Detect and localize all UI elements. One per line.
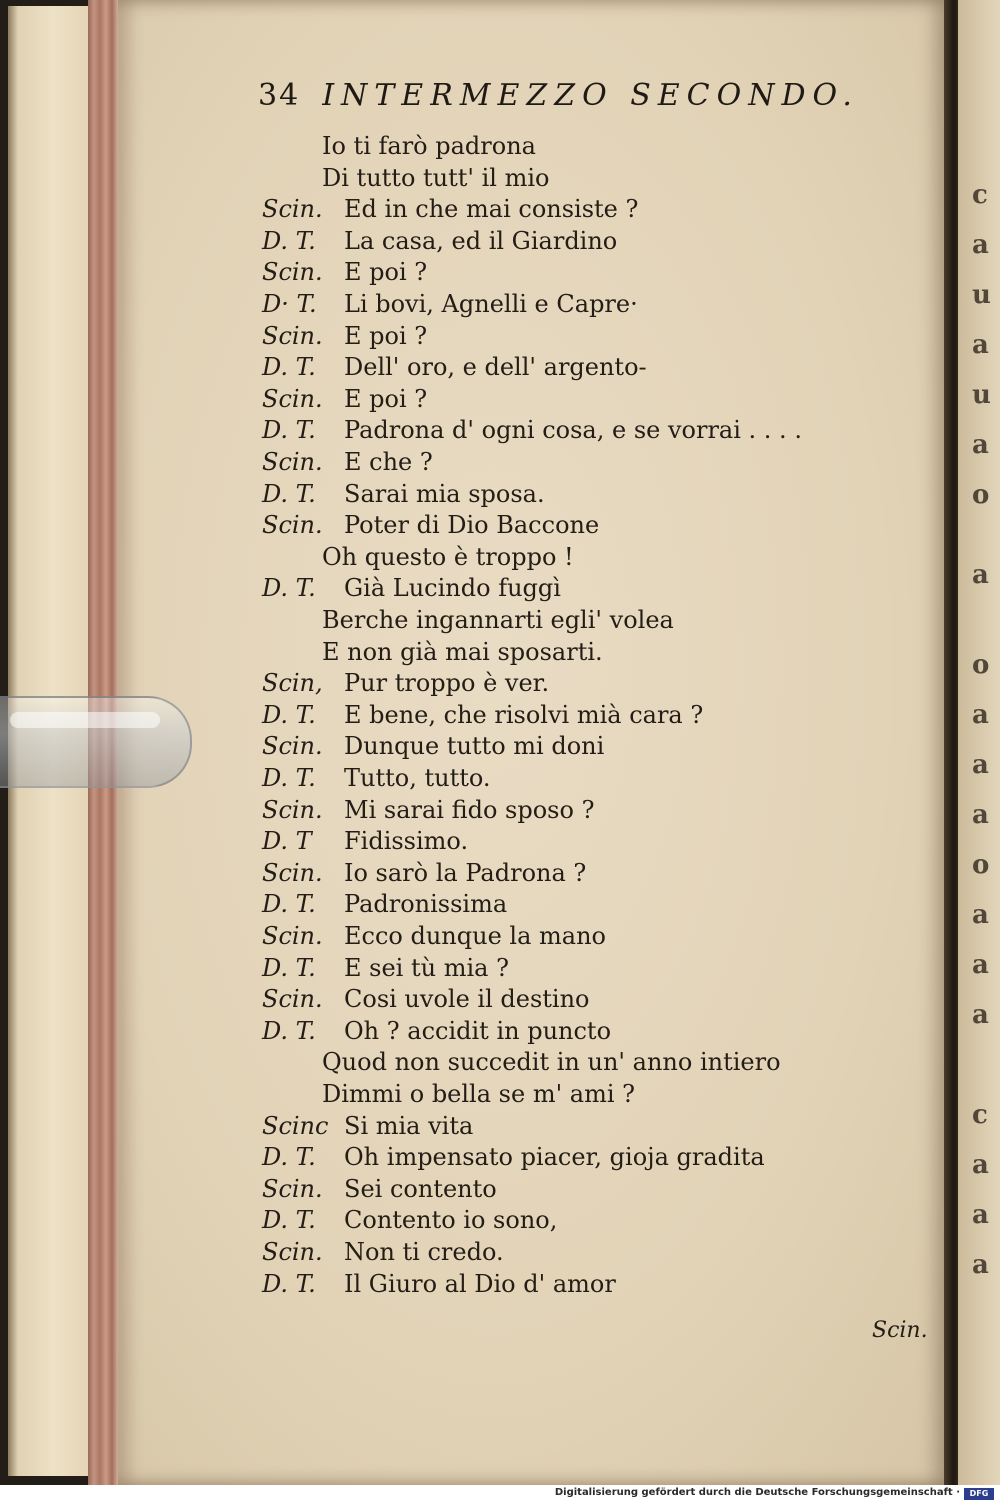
text-line: Ecco dunque la mano [344,922,606,950]
text-line: Oh questo è troppo ! [322,543,574,571]
text-line: Dell' oro, e dell' argento- [344,353,647,381]
text-line: Contento io sono, [344,1206,558,1234]
text-line: Cosi uvole il destino [344,985,590,1013]
text-line: Mi sarai fido sposo ? [344,796,595,824]
text-line: E poi ? [344,385,428,413]
text-line: Li bovi, Agnelli e Capre· [344,290,638,318]
footer-credit: Digitalisierung gefördert durch die Deutsche Forschungsgemeinschaft · [554,1487,960,1498]
text-line: Dimmi o bella se m' ami ? [322,1080,636,1108]
speaker-label: D. T. [262,480,316,508]
page-header [258,78,859,113]
speaker-label: D. T. [262,1143,316,1171]
text-line: Non ti credo. [344,1238,504,1266]
text-line: Pur troppo è ver. [344,669,550,697]
text-line: Dunque tutto mi doni [344,732,605,760]
text-line: E sei tù mia ? [344,954,509,982]
text-line: Poter di Dio Baccone [344,511,600,539]
text-line: Io ti farò padrona [322,132,536,160]
running-title: INTERMEZZO SECONDO. [322,78,859,113]
speaker-label: D. T. [262,701,316,729]
speaker-label: D. T. [262,890,316,918]
speaker-label: Scin. [262,859,323,887]
text-line: Già Lucindo fuggì [344,574,561,602]
text-line: Oh impensato piacer, gioja gradita [344,1143,765,1171]
speaker-label: Scin. [262,732,323,760]
speaker-label: D. T. [262,1270,316,1298]
text-line: Padrona d' ogni cosa, e se vorrai . . . . [344,416,802,444]
speaker-label: Scin. [262,448,323,476]
text-line: Oh ? accidit in puncto [344,1017,612,1045]
speaker-label: Scin. [262,385,323,413]
speaker-label: D. T [262,827,312,855]
speaker-label: D. T. [262,227,316,255]
text-line: Tutto, tutto. [344,764,491,792]
speaker-label: D. T. [262,1206,316,1234]
speaker-label: Scin. [262,922,323,950]
footer-bar [0,1485,1000,1503]
text-line: Si mia vita [344,1112,474,1140]
text-line: E poi ? [344,258,428,286]
speaker-label: Scin, [262,669,323,697]
text-line: E bene, che risolvi mià cara ? [344,701,704,729]
speaker-label: Scin. [262,1238,323,1266]
text-line: Di tutto tutt' il mio [322,164,550,192]
text-line: La casa, ed il Giardino [344,227,618,255]
dfg-logo-icon: DFG [964,1488,994,1500]
text-line: Sarai mia sposa. [344,480,545,508]
text-line: Padronissima [344,890,508,918]
speaker-label: D. T. [262,574,316,602]
speaker-label: D. T. [262,764,316,792]
speaker-label: Scin. [262,985,323,1013]
speaker-label: Scin. [262,258,323,286]
show-through-letters: c a u a u a o a o a a a o a a a c a a a [972,180,991,1280]
plastic-page-holder [0,696,192,788]
speaker-label: D. T. [262,1017,316,1045]
speaker-label: Scin. [262,195,323,223]
speaker-label: D. T. [262,954,316,982]
speaker-label: Scin. [262,322,323,350]
speaker-label: D· T. [262,290,317,318]
text-line: E non già mai sposarti. [322,638,603,666]
text-line: E che ? [344,448,433,476]
text-line: Il Giuro al Dio d' amor [344,1270,616,1298]
text-line: Io sarò la Padrona ? [344,859,587,887]
speaker-label: D. T. [262,353,316,381]
text-line: Ed in che mai consiste ? [344,195,639,223]
text-line: Fidissimo. [344,827,469,855]
page-number: 34 [258,78,301,113]
text-line: E poi ? [344,322,428,350]
speaker-label: Scinc [262,1112,329,1140]
speaker-label: Scin. [262,511,323,539]
speaker-label: Scin. [262,796,323,824]
text-line: Quod non succedit in un' anno intiero [322,1048,781,1076]
text-line: Sei contento [344,1175,497,1203]
catchword: Scin. [872,1318,928,1343]
speaker-label: Scin. [262,1175,323,1203]
speaker-label: D. T. [262,416,316,444]
text-line: Berche ingannarti egli' volea [322,606,674,634]
